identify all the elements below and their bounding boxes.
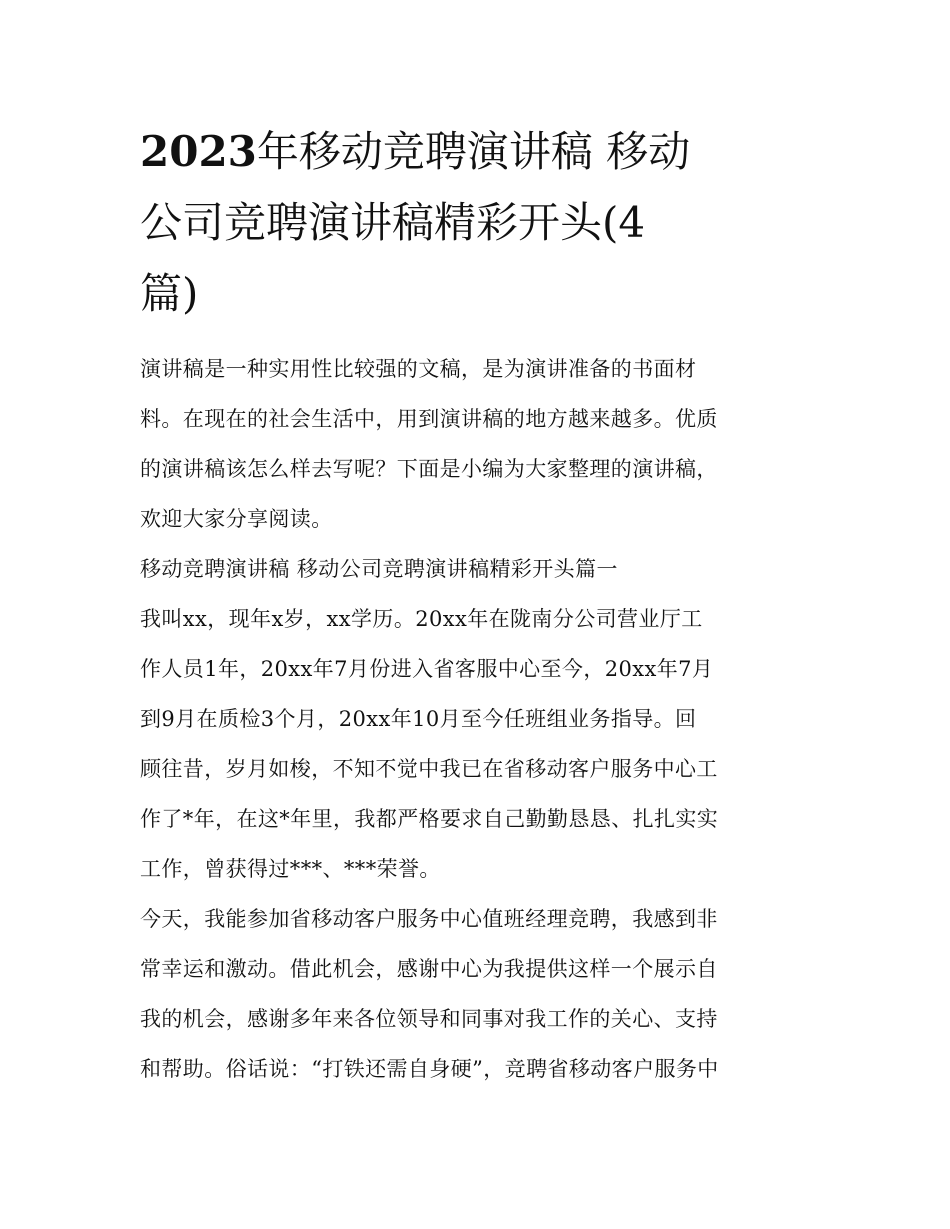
body-line: 作人员1年，20xx年7月份进入省客服中心至今，20xx年7月 — [140, 657, 714, 681]
body-line: 和帮助。俗话说：“打铁还需自身硬”，竞聘省移动客户服务中 — [140, 1057, 719, 1081]
section-heading-text: 移动竞聘演讲稿 移动公司竞聘演讲稿精彩开头篇一 — [140, 557, 618, 581]
intro-paragraph — [140, 344, 820, 544]
intro-line: 演讲稿是一种实用性比较强的文稿，是为演讲准备的书面材 — [140, 357, 697, 381]
body-line: 我叫xx，现年x岁，xx学历。20xx年在陇南分公司营业厅工 — [140, 607, 703, 631]
body-paragraph-1 — [140, 594, 820, 894]
section-heading — [140, 544, 820, 594]
body-line: 我的机会，感谢多年来各位领导和同事对我工作的关心、支持 — [140, 1007, 718, 1031]
title-line-1-text: 年移动竞聘演讲稿 移动 — [256, 127, 691, 176]
intro-line: 料。在现在的社会生活中，用到演讲稿的地方越来越多。优质 — [140, 407, 718, 431]
body-line: 今天，我能参加省移动客户服务中心值班经理竞聘，我感到非 — [140, 907, 718, 931]
title-line-2: 公司竞聘演讲稿精彩开头(4 — [140, 198, 646, 247]
body-line: 工作，曾获得过***、***荣誉。 — [140, 857, 441, 881]
title-year: 2023 — [140, 127, 257, 176]
body-line: 到9月在质检3个月，20xx年10月至今任班组业务指导。回 — [140, 707, 697, 731]
intro-line: 欢迎大家分享阅读。 — [140, 507, 333, 531]
body-line: 常幸运和激动。借此机会，感谢中心为我提供这样一个展示自 — [140, 957, 718, 981]
body-line: 顾往昔，岁月如梭，不知不觉中我已在省移动客户服务中心工 — [140, 757, 718, 781]
body-paragraph-2 — [140, 894, 820, 1094]
body-line: 作了*年，在这*年里，我都严格要求自己勤勤恳恳、扎扎实实 — [140, 807, 719, 831]
document-content — [140, 116, 820, 1094]
document-title — [140, 116, 820, 329]
intro-line: 的演讲稿该怎么样去写呢？下面是小编为大家整理的演讲稿， — [140, 457, 718, 481]
title-line-1 — [140, 116, 820, 187]
title-line-3: 篇) — [140, 269, 199, 318]
